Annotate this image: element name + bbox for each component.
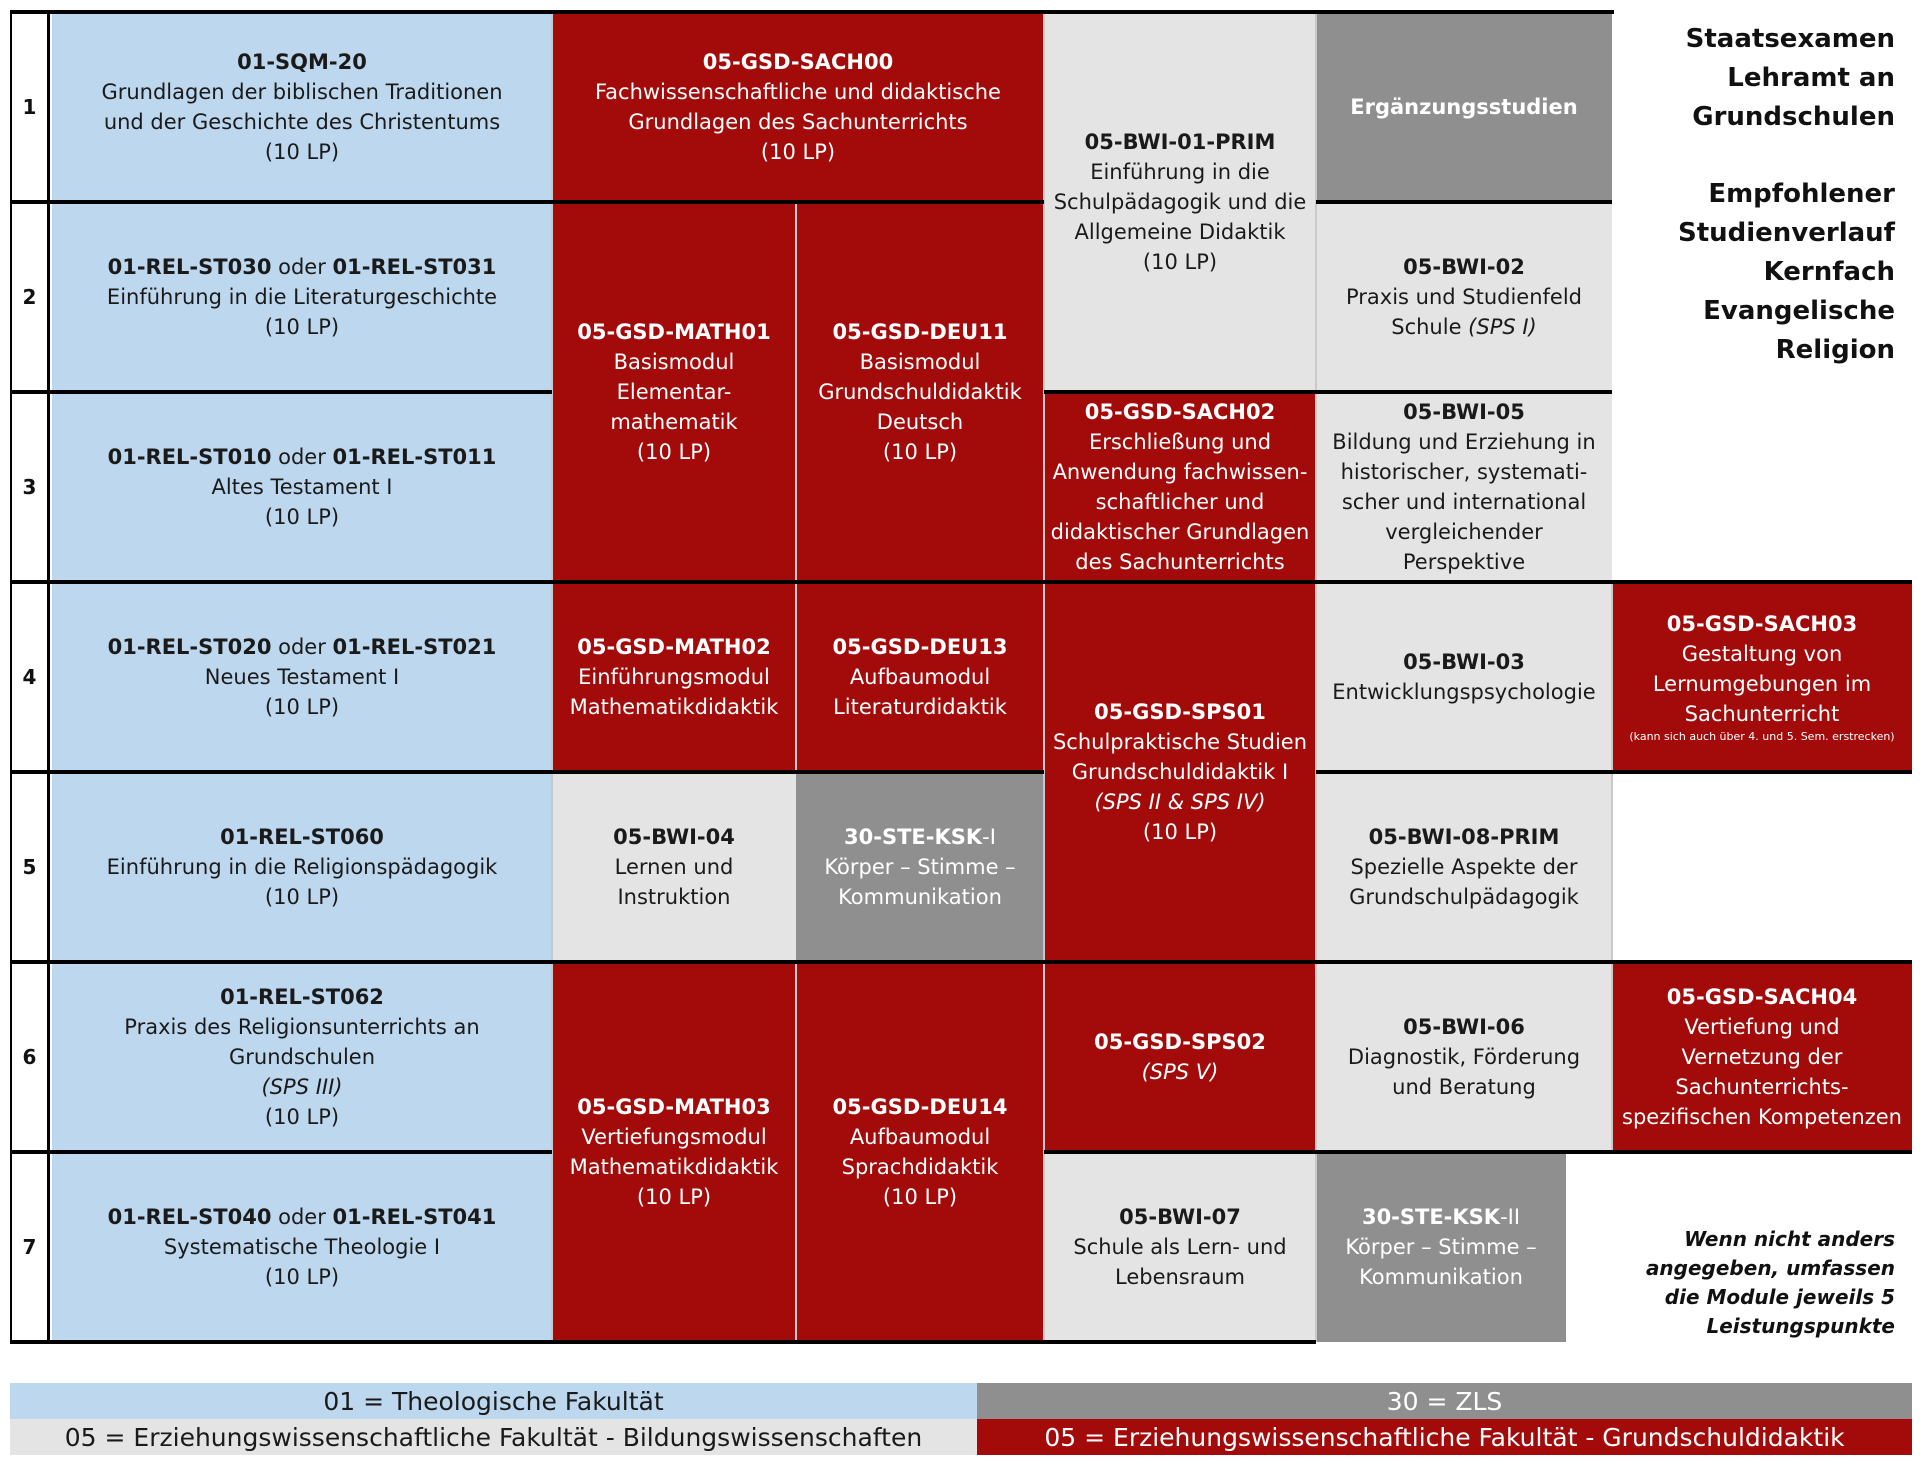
legend-grundschuldidaktik: 05 = Erziehungswissenschaftliche Fakultät - Grundschuldidaktik (977, 1419, 1912, 1455)
module-05-gsd-deu11: 05-GSD-DEU11 Basismodul Grundschuldidaktik Deutsch (10 LP) (796, 202, 1044, 582)
row-number-6: 6 (10, 962, 50, 1152)
module-05-bwi-03: 05-BWI-03 Entwicklungspsychologie (1316, 582, 1612, 772)
grid-line-bottom (10, 1340, 1316, 1344)
module-05-gsd-sach03: 05-GSD-SACH03 Gestaltung von Lernumgebungen im Sachunterricht (kann sich auch über 4. und 5. Sem. erstrecken) (1612, 582, 1912, 772)
grid-line-4-5-b (1316, 770, 1912, 774)
module-05-bwi-06: 05-BWI-06 Diagnostik, Förderung und Beratung (1316, 962, 1612, 1152)
grid-line-top (10, 10, 1614, 14)
row-number-5: 5 (10, 772, 50, 962)
grid-line-1-2-a (10, 200, 552, 204)
module-05-gsd-deu14: 05-GSD-DEU14 Aufbaumodul Sprachdidaktik (10 LP) (796, 962, 1044, 1342)
legend-theologische-fakultaet: 01 = Theologische Fakultät (10, 1383, 977, 1419)
module-01-rel-st020: 01-REL-ST020 oder 01-REL-ST021 Neues Testament I (10 LP) (52, 582, 552, 772)
module-01-rel-st040: 01-REL-ST040 oder 01-REL-ST041 Systematische Theologie I (10 LP) (52, 1152, 552, 1342)
row-number-1: 1 (10, 12, 50, 202)
grid-line-1-2-b (1316, 200, 1612, 204)
separator-col6-left-b (1611, 962, 1613, 1152)
module-05-gsd-math02: 05-GSD-MATH02 Einführungsmodul Mathematikdidaktik (552, 582, 796, 772)
module-05-gsd-sach00: 05-GSD-SACH00 Fachwissenschaftliche und didaktische Grundlagen des Sachunterrichts (10 LP) (552, 12, 1044, 202)
grid-line-2-3-b (1044, 390, 1612, 394)
row-number-2: 2 (10, 202, 50, 392)
grid-line-3-4 (10, 580, 1912, 584)
module-05-bwi-05: 05-BWI-05 Bildung und Erziehung in historischer, systemati- scher und international vergleichender Perspektive (1316, 392, 1612, 582)
module-05-gsd-deu13: 05-GSD-DEU13 Aufbaumodul Literaturdidaktik (796, 582, 1044, 772)
ergaenzungsstudien: Ergänzungsstudien (1316, 12, 1612, 202)
separator-math-deu-upper (795, 202, 797, 772)
separator-math-deu-lower (795, 962, 797, 1342)
module-05-bwi-07: 05-BWI-07 Schule als Lern- und Lebensraum (1044, 1152, 1316, 1342)
module-01-rel-st010: 01-REL-ST010 oder 01-REL-ST011 Altes Testament I (10 LP) (52, 392, 552, 582)
module-01-rel-st062: 01-REL-ST062 Praxis des Religionsunterrichts an Grundschulen (SPS III) (10 LP) (52, 962, 552, 1152)
module-05-gsd-sps02: 05-GSD-SPS02 (SPS V) (1044, 962, 1316, 1152)
module-05-gsd-sach04: 05-GSD-SACH04 Vertiefung und Vernetzung der Sachunterrichts- spezifischen Kompetenzen (1612, 962, 1912, 1152)
row-number-4: 4 (10, 582, 50, 772)
module-05-bwi-04: 05-BWI-04 Lernen und Instruktion (552, 772, 796, 962)
grid-line-5-6 (10, 960, 1912, 964)
module-01-rel-st030: 01-REL-ST030 oder 01-REL-ST031 Einführung in die Literaturgeschichte (10 LP) (52, 202, 552, 392)
module-05-gsd-math03: 05-GSD-MATH03 Vertiefungsmodul Mathematikdidaktik (10 LP) (552, 962, 796, 1342)
module-05-gsd-sps01: 05-GSD-SPS01 Schulpraktische Studien Grundschuldidaktik I (SPS II & SPS IV) (10 LP) (1044, 582, 1316, 962)
separator-col5-left (1315, 12, 1317, 1342)
row-number-7: 7 (10, 1152, 50, 1342)
lp-note: Wenn nicht anders angegeben, umfassen die Module jeweils 5 Leistungspunkte (1645, 1227, 1895, 1338)
module-05-bwi-01-prim: 05-BWI-01-PRIM Einführung in die Schulpädagogik und die Allgemeine Didaktik (10 LP) (1044, 12, 1316, 392)
module-05-bwi-08-prim: 05-BWI-08-PRIM Spezielle Aspekte der Grundschulpädagogik (1316, 772, 1612, 962)
grid-line-2-3-a (10, 390, 552, 394)
module-05-gsd-math01: 05-GSD-MATH01 Basismodul Elementar- mathematik (10 LP) (552, 202, 796, 582)
separator-col2-left (551, 12, 553, 1342)
module-01-rel-st060: 01-REL-ST060 Einführung in die Religionspädagogik (10 LP) (52, 772, 552, 962)
module-05-gsd-sach02: 05-GSD-SACH02 Erschließung und Anwendung fachwissen- schaftlicher und didaktischer Grundlagen des Sachunterrichts (1044, 392, 1316, 582)
legend-bildungswissenschaften: 05 = Erziehungswissenschaftliche Fakultät - Bildungswissenschaften (10, 1419, 977, 1455)
side-title: Staatsexamen Lehramt an Grundschulen (1685, 24, 1895, 132)
row-number-3: 3 (10, 392, 50, 582)
side-subtitle: Empfohlener Studienverlauf Kernfach Evangelische Religion (1677, 179, 1895, 365)
grid-line-6-7-b (1044, 1150, 1912, 1154)
module-30-ste-ksk-1: 30-STE-KSK-I Körper – Stimme – Kommunikation (796, 772, 1044, 962)
grid-line-4-5-a (10, 770, 1044, 774)
grid-line-1-2-c (552, 200, 1044, 204)
grid-line-6-7-a (10, 1150, 552, 1154)
legend-zls: 30 = ZLS (977, 1383, 1912, 1419)
module-05-bwi-02: 05-BWI-02 Praxis und Studienfeld Schule (SPS I) (1316, 202, 1612, 392)
separator-col4-left (1043, 12, 1045, 1342)
module-30-ste-ksk-2: 30-STE-KSK-II Körper – Stimme – Kommunikation (1316, 1152, 1566, 1342)
module-01-sqm-20: 01-SQM-20 Grundlagen der biblischen Traditionen und der Geschichte des Christentums (10 LP) (52, 12, 552, 202)
